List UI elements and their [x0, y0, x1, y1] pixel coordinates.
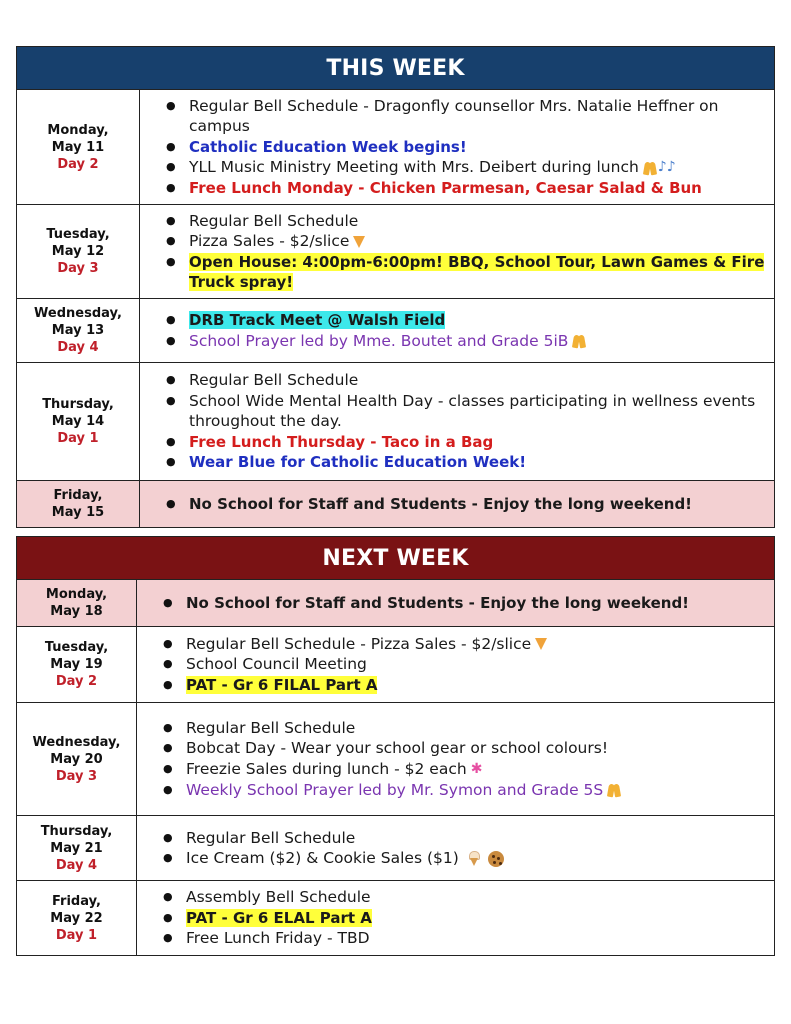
date-cell	[17, 627, 137, 702]
day-number-label: Day 2	[55, 674, 98, 689]
event-item	[161, 908, 768, 929]
date-label: May 21	[50, 840, 103, 856]
event-item: ● No School for Staff and Students - Enjoy the long weekend!	[161, 593, 768, 614]
date-label: May 15	[51, 505, 105, 520]
date-cell	[17, 881, 137, 955]
praying-hands-icon	[572, 334, 586, 348]
event-item: ● School Prayer led by Mme. Boutet and Grade 5iB	[164, 331, 768, 352]
pizza-icon	[535, 638, 547, 650]
day-number-label: Day 1	[57, 431, 99, 446]
day-row-thursday-may-14	[17, 363, 774, 481]
event-item: ● YLL Music Ministry Meeting with Mrs. Deibert during lunch ♪♪	[164, 157, 768, 178]
day-number-label: Day 2	[57, 156, 99, 172]
event-item: ● Free Lunch Monday - Chicken Parmesan, Caesar Salad & Bun	[164, 178, 768, 199]
events-cell	[137, 816, 774, 880]
date-label: May 13	[51, 323, 105, 338]
this-week-header: THIS WEEK	[17, 47, 774, 90]
date-label: May 19	[50, 657, 103, 672]
next-week-header: NEXT WEEK	[17, 537, 774, 580]
day-row-friday-may-22	[17, 881, 774, 955]
event-item: ● No School for Staff and Students - Enjoy the long weekend!	[164, 494, 768, 515]
events-cell	[140, 90, 774, 204]
day-row-thursday-may-21	[17, 816, 774, 881]
event-item: ● School Wide Mental Health Day - classes participating in wellness events throughout the day.	[164, 391, 768, 432]
date-cell	[17, 481, 140, 527]
praying-hands-icon	[607, 783, 621, 797]
pizza-icon	[353, 236, 365, 248]
weekday-label: Thursday,	[42, 397, 114, 412]
event-item: ● Regular Bell Schedule - Pizza Sales - $2/slice	[161, 634, 768, 655]
day-row-tuesday-may-12	[17, 205, 774, 299]
events-cell	[137, 881, 774, 955]
event-item: ● Weekly School Prayer led by Mr. Symon and Grade 5S	[161, 780, 768, 801]
event-item: ● Wear Blue for Catholic Education Week!	[164, 452, 768, 473]
day-row-friday-may-15	[17, 481, 774, 527]
event-item	[164, 310, 768, 331]
highlighted-text: DRB Track Meet @ Walsh Field	[189, 311, 446, 329]
event-item: ● Assembly Bell Schedule	[161, 887, 768, 908]
date-label: May 12	[51, 244, 105, 259]
event-item: ● Regular Bell Schedule	[161, 828, 768, 849]
weekday-label: Thursday,	[40, 823, 113, 839]
event-item: ● School Council Meeting	[161, 654, 768, 675]
date-cell	[17, 816, 137, 880]
highlighted-text: PAT - Gr 6 ELAL Part A	[186, 908, 372, 927]
date-cell	[17, 580, 137, 626]
day-row-monday-may-18	[17, 580, 774, 627]
cookie-icon	[488, 851, 504, 867]
event-item: ● Regular Bell Schedule - Dragonfly counsellor Mrs. Natalie Heffner on campus	[164, 96, 768, 137]
events-cell	[137, 580, 774, 626]
day-number-label: Day 3	[55, 768, 98, 784]
next-week-table	[16, 536, 775, 956]
event-item: ● Pizza Sales - $2/slice	[164, 231, 768, 252]
day-row-wednesday-may-20	[17, 703, 774, 816]
weekday-label: Wednesday,	[34, 306, 122, 321]
weekday-label: Friday,	[53, 488, 103, 503]
date-label: May 18	[50, 604, 103, 619]
weekday-label: Tuesday,	[44, 640, 109, 655]
event-item: ● Catholic Education Week begins!	[164, 137, 768, 158]
event-item: ● Regular Bell Schedule	[164, 211, 768, 232]
weekday-label: Tuesday,	[46, 227, 110, 242]
highlighted-text: PAT - Gr 6 FILAL Part A	[186, 675, 378, 694]
this-week-table	[16, 46, 775, 528]
date-label: May 11	[51, 139, 105, 155]
praying-hands-icon	[643, 161, 657, 175]
date-cell	[17, 299, 140, 362]
date-cell	[17, 90, 140, 204]
day-row-tuesday-may-19	[17, 627, 774, 703]
weekday-label: Wednesday,	[32, 734, 121, 750]
event-item: ● Free Lunch Thursday - Taco in a Bag	[164, 432, 768, 453]
events-cell	[140, 205, 774, 298]
party-popper-icon: ✱	[470, 761, 483, 778]
highlighted-text: Open House: 4:00pm-6:00pm! BBQ, School Tour, Lawn Games & Fire Truck spray!	[189, 252, 765, 291]
event-item: ● Regular Bell Schedule	[164, 370, 768, 391]
day-number-label: Day 4	[55, 857, 98, 873]
weekday-label: Friday,	[52, 893, 101, 909]
date-label: May 14	[51, 414, 105, 429]
weekday-label: Monday,	[47, 122, 109, 138]
events-cell	[137, 627, 774, 702]
event-item: ● Free Lunch Friday - TBD	[161, 928, 768, 949]
event-item: ● Freezie Sales during lunch - $2 each ✱	[161, 759, 768, 780]
day-row-monday-may-11	[17, 90, 774, 205]
date-cell	[17, 703, 137, 815]
date-cell	[17, 363, 140, 480]
ice-cream-icon	[469, 851, 478, 866]
date-cell	[17, 205, 140, 298]
date-label: May 20	[50, 751, 103, 767]
events-cell	[140, 299, 774, 362]
day-number-label: Day 1	[55, 927, 98, 943]
weekday-label: Monday,	[45, 587, 108, 602]
events-cell	[140, 363, 774, 480]
event-item	[161, 675, 768, 696]
event-item: ● Regular Bell Schedule	[161, 718, 768, 739]
date-label: May 22	[50, 910, 103, 926]
day-number-label: Day 3	[57, 261, 99, 276]
event-item: ● Bobcat Day - Wear your school gear or school colours!	[161, 738, 768, 759]
events-cell	[140, 481, 774, 527]
event-item	[164, 252, 768, 293]
event-item: ● Ice Cream ($2) & Cookie Sales ($1)	[161, 848, 768, 869]
music-notes-icon: ♪♪	[657, 159, 676, 176]
events-cell	[137, 703, 774, 815]
day-row-wednesday-may-13	[17, 299, 774, 363]
day-number-label: Day 4	[57, 340, 99, 355]
